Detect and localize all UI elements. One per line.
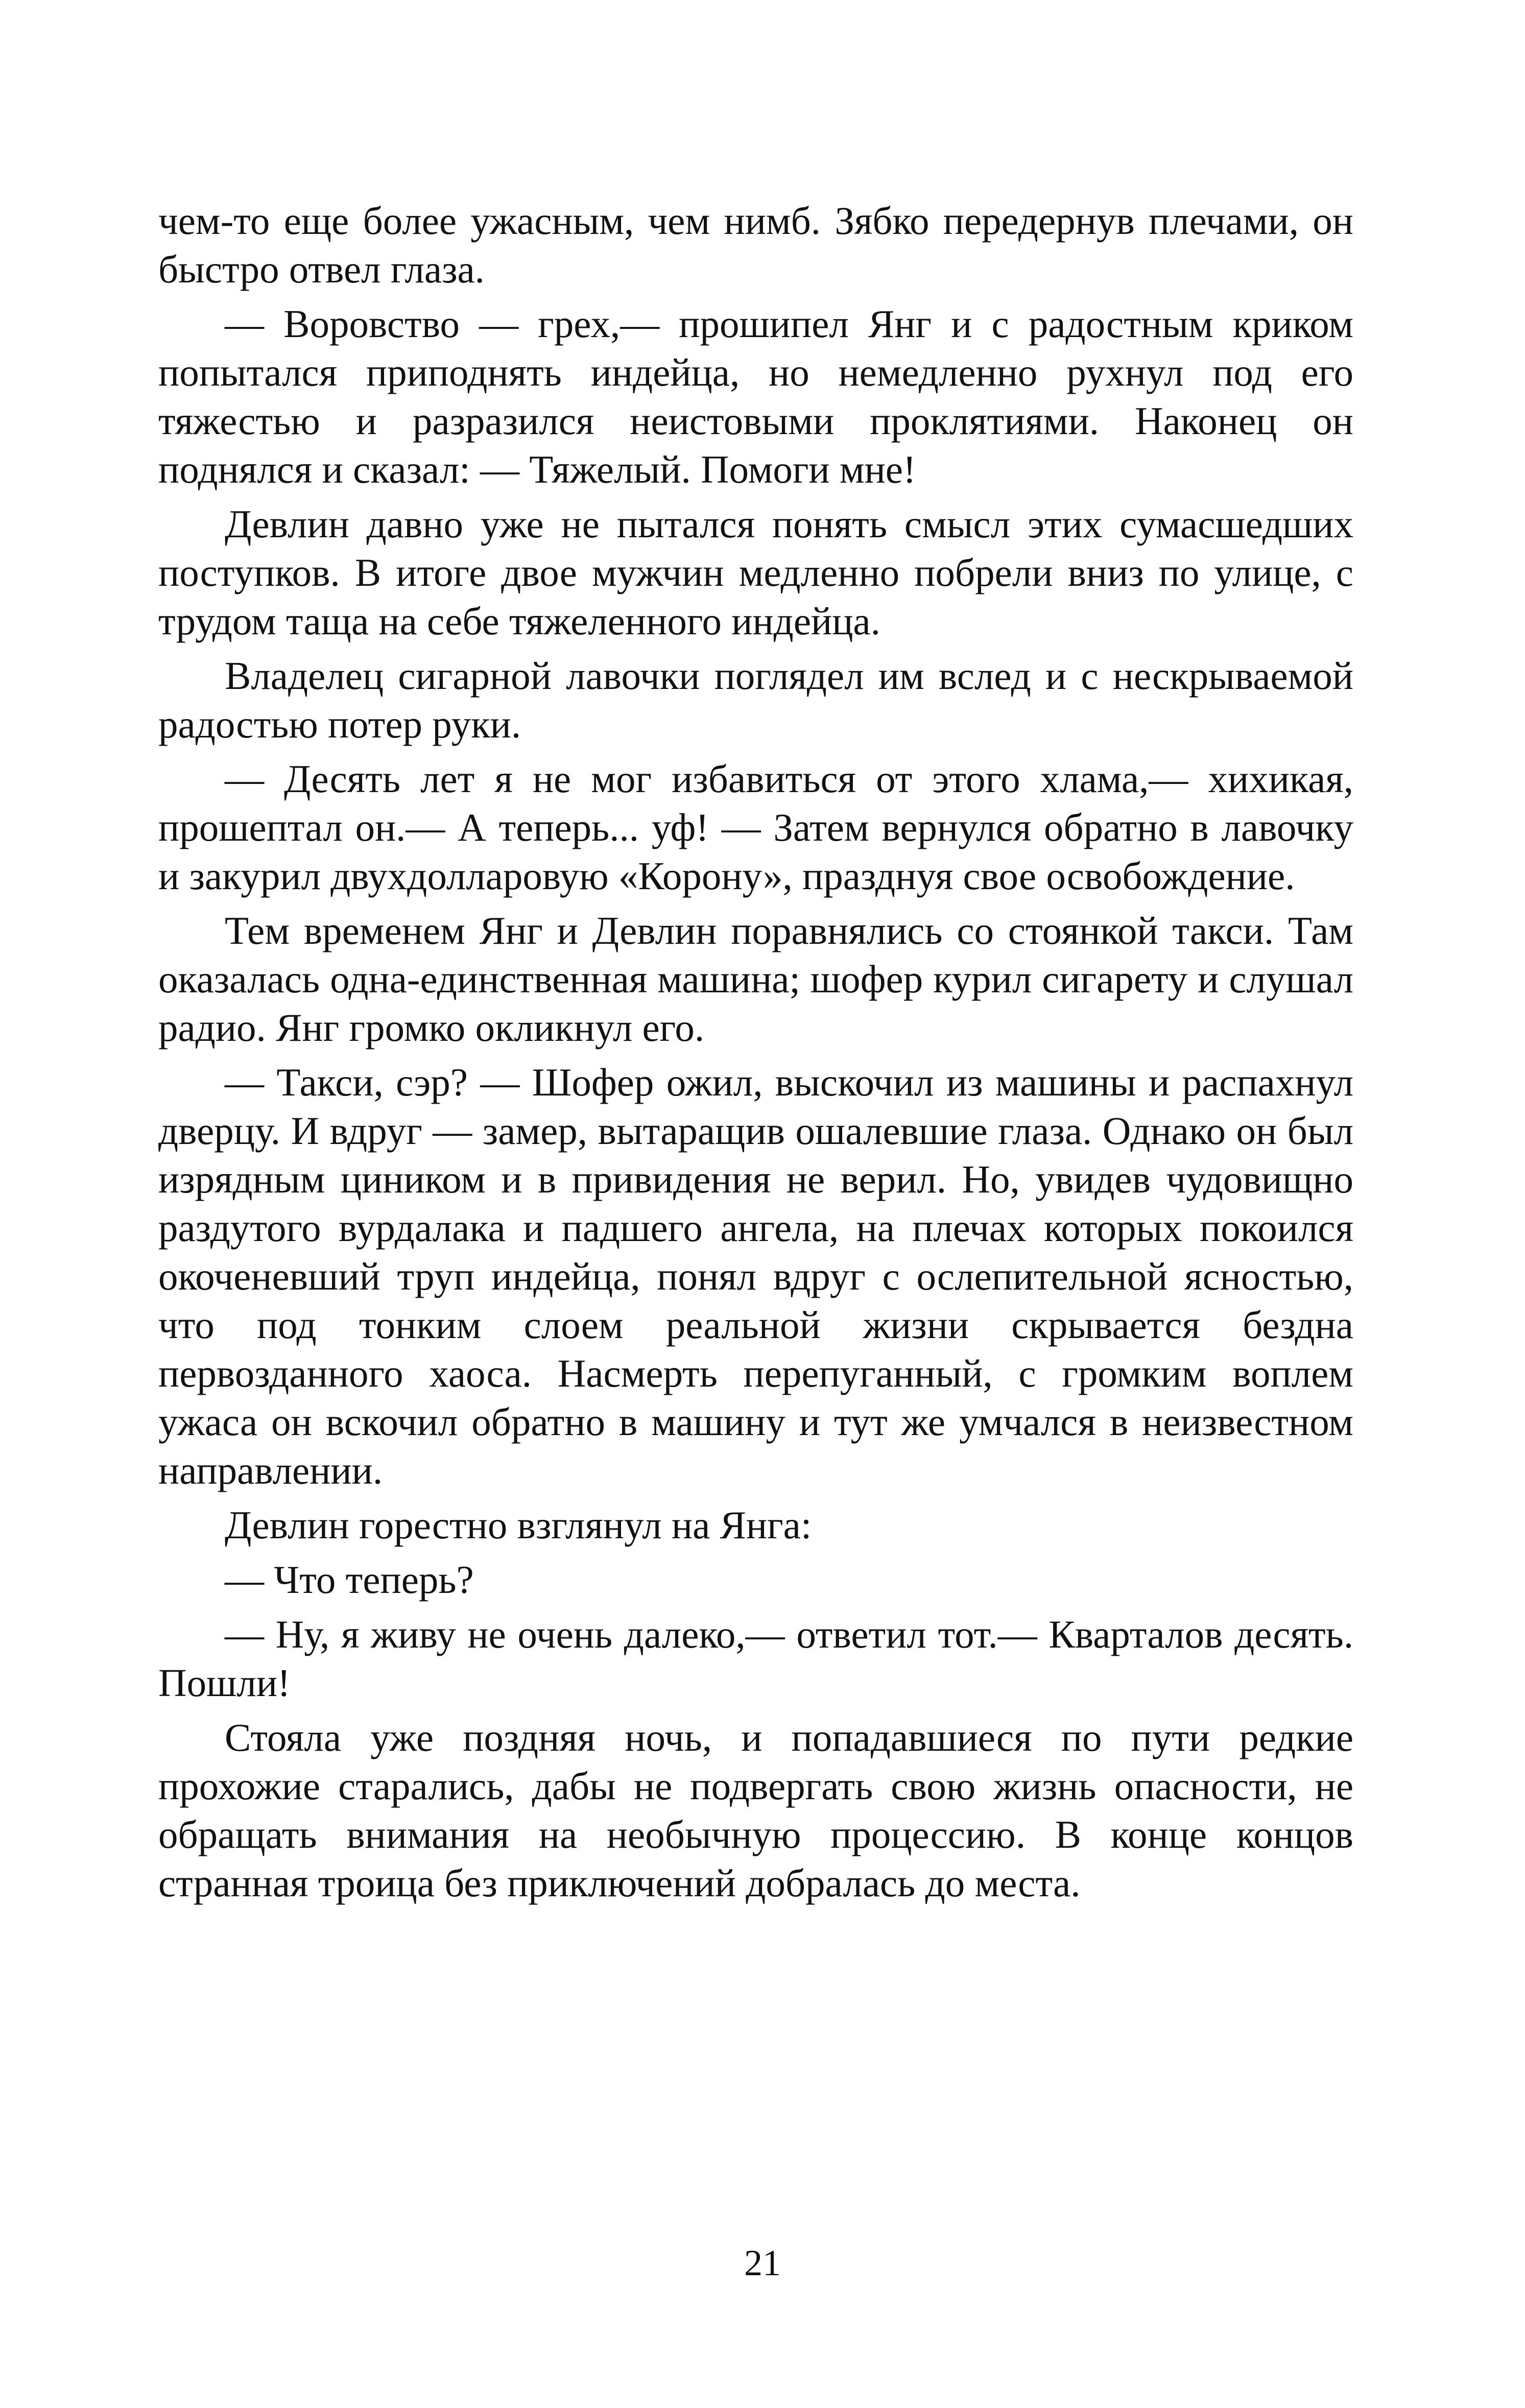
book-page — [158, 197, 1353, 2342]
paragraph-10: — Ну, я живу не очень далеко,— ответил тот.— Кварталов десять. Пошли! — [158, 1612, 1353, 1705]
page-number: 21 — [744, 2243, 781, 2283]
paragraph-5: — Десять лет я не мог избавиться от этого хлама,— хихикая, прошептал он.— А теперь... уф! — Затем вернулся обратно в лавочку и закурил двухдолларовую «Корону», празднуя свое освобождение. — [158, 757, 1353, 898]
paragraph-6: Тем временем Янг и Девлин поравнялись со стоянкой такси. Там оказалась одна-единственная машина; шофер курил сигарету и слушал радио. Янг громко окликнул его. — [158, 909, 1353, 1050]
paragraph-1: чем-то еще более ужасным, чем нимб. Зябко передернув плечами, он быстро отвел глаза. — [158, 199, 1353, 291]
paragraph-9: — Что теперь? — [225, 1558, 474, 1602]
paragraph-2: — Воровство — грех,— прошипел Янг и с радостным криком попытался приподнять индейца, но немедленно рухнул под его тяжестью и разразился неистовыми проклятиями. Наконец он поднялся и сказал: — Тяжелый. Помоги мне! — [158, 302, 1353, 491]
paragraph-3: Девлин давно уже не пытался понять смысл этих сумасшедших поступков. В итоге двое мужчин медленно побрели вниз по улице, с трудом таща на себе тяжеленного индейца. — [158, 502, 1353, 643]
paragraph-11: Стояла уже поздняя ночь, и попадавшиеся по пути редкие прохожие старались, дабы не подвергать свою жизнь опасности, не обращать внимания на необычную процессию. В конце концов странная троица без приключений добралась до места. — [158, 1715, 1353, 1905]
paragraph-7: — Такси, сэр? — Шофер ожил, выскочил из машины и распахнул дверцу. И вдруг — замер, вытаращив ошалевшие глаза. Однако он был изрядным циником и в привидения не верил. Но, увидев чудовищно раздутого вурдалака и падшего ангела, на плечах которых покоился окоченевший труп индейца, понял вдруг с ослепительной ясностью, что под тонким слоем реальной жизни скрывается бездна первозданного хаоса. Насмерть перепуганный, с громким воплем ужаса он вскочил обратно в машину и тут же умчался в неизвестном направлении. — [158, 1060, 1353, 1492]
paragraph-8: Девлин горестно взглянул на Янга: — [225, 1503, 812, 1547]
paragraph-4: Владелец сигарной лавочки поглядел им вслед и с нескрываемой радостью потер руки. — [158, 654, 1353, 746]
